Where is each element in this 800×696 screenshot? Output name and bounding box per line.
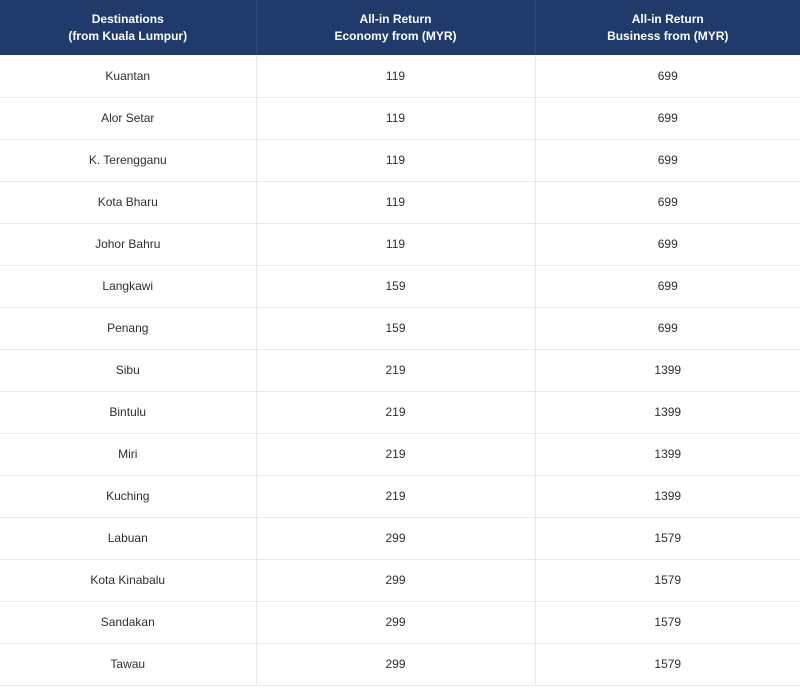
table-row	[0, 475, 800, 517]
destination-cell: Tawau	[0, 643, 256, 685]
destination-cell: Johor Bahru	[0, 223, 256, 265]
header-economy	[256, 0, 535, 55]
economy-fare-cell: 299	[256, 559, 535, 601]
destination-cell: K. Terengganu	[0, 139, 256, 181]
table-row	[0, 181, 800, 223]
table-row	[0, 97, 800, 139]
destination-cell: Sandakan	[0, 601, 256, 643]
table-row	[0, 307, 800, 349]
destination-cell: Labuan	[0, 517, 256, 559]
table-row	[0, 223, 800, 265]
fare-table-header	[0, 0, 800, 55]
business-fare-cell: 1579	[535, 601, 800, 643]
table-row	[0, 349, 800, 391]
destination-cell: Langkawi	[0, 265, 256, 307]
economy-fare-cell: 219	[256, 475, 535, 517]
business-fare-cell: 1399	[535, 433, 800, 475]
header-business-line1: All-in Return	[631, 11, 704, 26]
economy-fare-cell: 299	[256, 601, 535, 643]
business-fare-cell: 1579	[535, 517, 800, 559]
business-fare-cell: 1399	[535, 391, 800, 433]
header-economy-line2: Economy from (MYR)	[334, 28, 457, 43]
table-row	[0, 391, 800, 433]
economy-fare-cell: 159	[256, 265, 535, 307]
destination-cell: Sibu	[0, 349, 256, 391]
fare-table-body	[0, 55, 800, 685]
header-destinations-line1: Destinations	[91, 11, 164, 26]
destination-cell: Alor Setar	[0, 97, 256, 139]
business-fare-cell: 699	[535, 139, 800, 181]
economy-fare-cell: 299	[256, 517, 535, 559]
table-row	[0, 559, 800, 601]
economy-fare-cell: 119	[256, 181, 535, 223]
header-destinations	[0, 0, 256, 55]
destination-cell: Kota Kinabalu	[0, 559, 256, 601]
header-economy-line1: All-in Return	[359, 11, 432, 26]
destination-cell: Kuantan	[0, 55, 256, 97]
economy-fare-cell: 219	[256, 391, 535, 433]
destination-cell: Kuching	[0, 475, 256, 517]
business-fare-cell: 699	[535, 181, 800, 223]
business-fare-cell: 1399	[535, 475, 800, 517]
business-fare-cell: 699	[535, 307, 800, 349]
header-business-line2: Business from (MYR)	[607, 28, 729, 43]
destination-cell: Bintulu	[0, 391, 256, 433]
business-fare-cell: 1579	[535, 559, 800, 601]
economy-fare-cell: 119	[256, 55, 535, 97]
destination-cell: Kota Bharu	[0, 181, 256, 223]
business-fare-cell: 699	[535, 97, 800, 139]
economy-fare-cell: 299	[256, 643, 535, 685]
table-row	[0, 517, 800, 559]
header-destinations-line2: (from Kuala Lumpur)	[68, 28, 188, 43]
table-row	[0, 265, 800, 307]
destination-cell: Miri	[0, 433, 256, 475]
economy-fare-cell: 219	[256, 349, 535, 391]
economy-fare-cell: 119	[256, 97, 535, 139]
table-row	[0, 643, 800, 685]
table-row	[0, 433, 800, 475]
economy-fare-cell: 219	[256, 433, 535, 475]
business-fare-cell: 699	[535, 55, 800, 97]
header-business	[535, 0, 800, 55]
business-fare-cell: 699	[535, 265, 800, 307]
header-row	[0, 0, 800, 55]
economy-fare-cell: 159	[256, 307, 535, 349]
economy-fare-cell: 119	[256, 139, 535, 181]
table-row	[0, 55, 800, 97]
destination-cell: Penang	[0, 307, 256, 349]
economy-fare-cell: 119	[256, 223, 535, 265]
business-fare-cell: 699	[535, 223, 800, 265]
business-fare-cell: 1399	[535, 349, 800, 391]
table-row	[0, 601, 800, 643]
table-row	[0, 139, 800, 181]
business-fare-cell: 1579	[535, 643, 800, 685]
